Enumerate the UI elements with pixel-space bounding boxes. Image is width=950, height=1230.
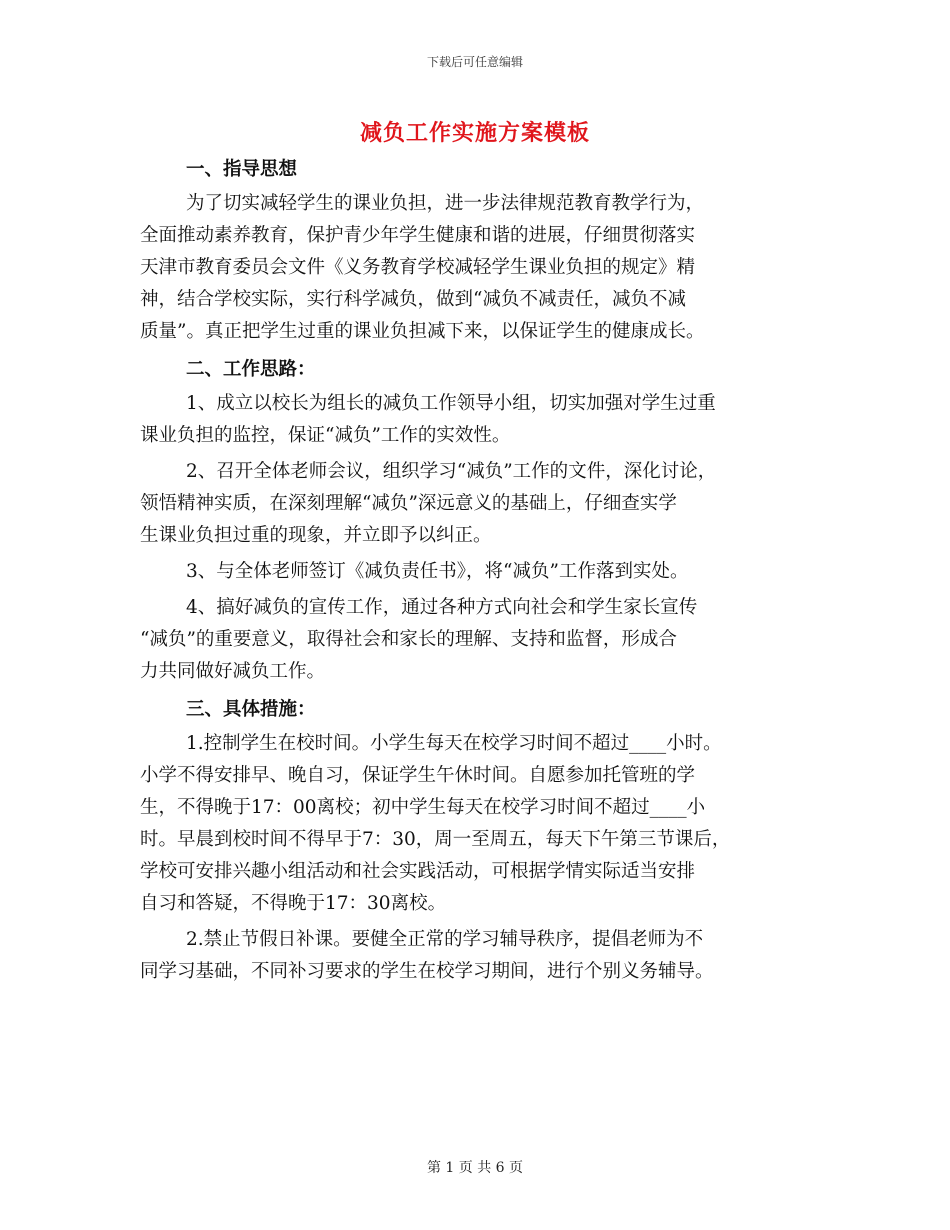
text-line: 1.控制学生在校时间。小学生每天在校学习时间不超过____小时。 xyxy=(186,733,722,754)
paragraph xyxy=(140,556,820,588)
text-line: 自习和答疑，不得晚于17：30离校。 xyxy=(140,893,447,914)
page-header-note: 下载后可任意编辑 xyxy=(426,55,523,69)
paragraph xyxy=(140,188,820,348)
text-line: 为了切实减轻学生的课业负担，进一步法律规范教育教学行为， xyxy=(186,193,705,214)
text-line: 4、搞好减负的宣传工作，通过各种方式向社会和学生家长宣传 xyxy=(186,597,698,618)
text-line: 质量”。真正把学生过重的课业负担减下来，以保证学生的健康成长。 xyxy=(140,321,705,342)
paragraph xyxy=(140,592,820,688)
page-footer-page-number: 第 1 页 共 6 页 xyxy=(426,1160,524,1176)
section-heading: 一、指导思想 xyxy=(186,159,298,180)
text-line: “减负”的重要意义，取得社会和家长的理解、支持和监督，形成合 xyxy=(140,629,677,650)
paragraph xyxy=(140,924,820,988)
text-line: 全面推动素养教育，保护青少年学生健康和谐的进展，仔细贯彻落实 xyxy=(140,225,696,246)
section-guiding-ideology xyxy=(140,152,820,348)
paragraph xyxy=(140,388,820,452)
text-line: 天津市教育委员会文件《义务教育学校减轻学生课业负担的规定》精 xyxy=(140,257,696,278)
text-line: 力共同做好减负工作。 xyxy=(140,661,326,682)
text-line: 生课业负担过重的现象，并立即予以纠正。 xyxy=(140,525,492,546)
paragraph xyxy=(140,456,820,552)
text-line: 3、与全体老师签订《减负责任书》，将“减负”工作落到实处。 xyxy=(186,561,689,582)
text-line: 小学不得安排早、晚自习，保证学生午休时间。自愿参加托管班的学 xyxy=(140,765,696,786)
document-title: 减负工作实施方案模板 xyxy=(359,120,590,146)
text-line: 2、召开全体老师会议，组织学习“减负”工作的文件，深化讨论， xyxy=(186,461,717,482)
text-line: 课业负担的监控，保证“减负”工作的实效性。 xyxy=(140,425,511,446)
text-line: 学校可安排兴趣小组活动和社会实践活动，可根据学情实际适当安排 xyxy=(140,861,696,882)
text-line: 2.禁止节假日补课。要健全正常的学习辅导秩序，提倡老师为不 xyxy=(186,929,704,950)
paragraph xyxy=(140,728,820,920)
text-line: 生，不得晚于17：00离校；初中学生每天在校学习时间不超过____小 xyxy=(140,797,706,818)
text-line: 神，结合学校实际，实行科学减负，做到“减负不减责任，减负不减 xyxy=(140,289,686,310)
text-line: 同学习基础，不同补习要求的学生在校学习期间，进行个别义务辅导。 xyxy=(140,961,714,982)
document-body xyxy=(140,152,820,992)
section-heading: 三、具体措施： xyxy=(186,699,316,720)
section-work-approach xyxy=(140,352,820,688)
text-line: 领悟精神实质，在深刻理解“减负”深远意义的基础上，仔细查实学 xyxy=(140,493,677,514)
section-heading: 二、工作思路： xyxy=(186,359,316,380)
text-line: 1、成立以校长为组长的减负工作领导小组，切实加强对学生过重 xyxy=(186,393,716,414)
section-specific-measures xyxy=(140,692,820,988)
text-line: 时。早晨到校时间不得早于7：30，周一至周五，每天下午第三节课后， xyxy=(140,829,731,850)
